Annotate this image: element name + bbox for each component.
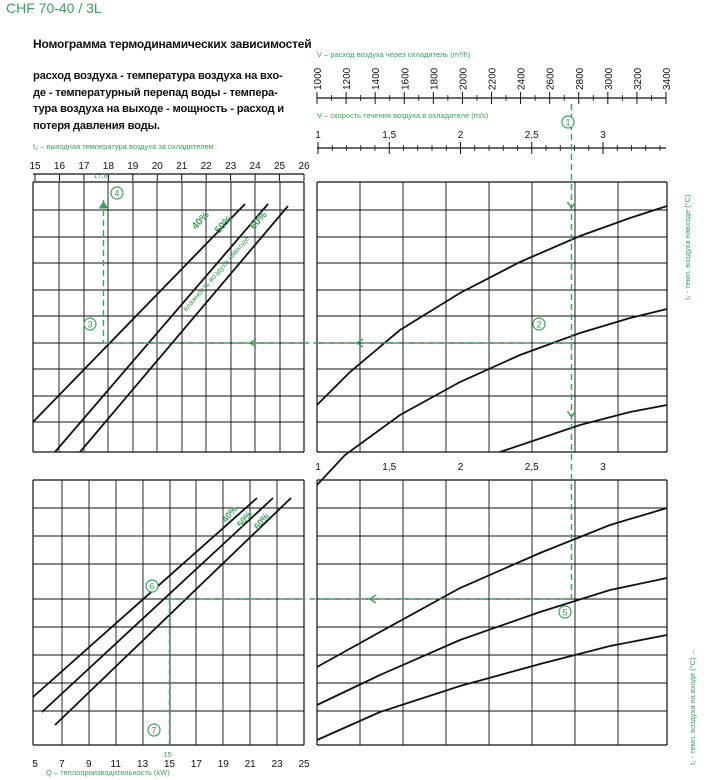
outlet-temp-tick-label: 23 [225,161,237,172]
mid-velocity-tick-label: 2 [457,462,464,473]
airflow-tick-label: 1400 [371,67,383,90]
humidity-label-top: 50% [213,213,235,237]
velocity-tick-label: 1,5 [382,130,397,141]
airflow-tick-label: 1200 [342,67,354,90]
example-outlet-temp-label: 17,8 [93,171,108,180]
outlet-temp-tick-label: 20 [151,161,163,172]
step-marker-label: 7 [151,725,157,736]
velocity-tick-label: 2 [457,130,464,141]
capacity-tick-label: 19 [217,759,229,770]
arrow-up-icon [99,202,107,208]
model-title: CHF 70-40 / 3L [6,0,102,16]
airflow-tick-label: 3000 [603,67,615,90]
capacity-tick-label: 15 [163,759,176,770]
outlet-temp-tick-label: 21 [176,161,188,172]
step-marker-label: 3 [87,319,93,330]
description-line: де - температурный перепад воды - темпера- [33,86,278,99]
outlet-temp-tick-label: 16 [53,161,66,172]
airflow-tick-label: 2600 [545,67,557,90]
velocity-axis-label: V – скорость течения воздуха в охладителе (m/s) [317,111,489,120]
inlet-temp-curve [317,309,667,485]
airflow-tick-label: 1800 [429,67,441,90]
velocity-tick-label: 1 [315,130,321,141]
capacity-tick-label: 21 [244,759,256,770]
outlet-temp-tick-label: 17 [78,161,90,172]
outlet-temp-tick-label: 24 [249,161,261,172]
outlet-temp-tick-label: 25 [273,161,286,172]
capacity-tick-label: 5 [32,759,38,770]
airflow-tick-label: 3400 [662,67,673,90]
airflow-tick-label: 1000 [313,67,324,90]
step-marker-label: 2 [536,319,542,330]
airflow-tick-label: 2000 [458,67,470,90]
inlet-temp-curve [317,206,667,405]
capacity-tick-label: 11 [110,759,121,770]
page-title: Номограмма термодинамических зависимостей [33,37,312,51]
step-marker-label: 4 [114,188,120,199]
humidity-line-60-bottom [55,498,291,725]
capacity-tick-label: 7 [59,759,65,770]
outlet-temp-axis-label: t₂ – выходная температура воздуха за охладителем [33,142,214,151]
example-capacity-label: 15 [163,750,172,759]
mid-velocity-tick-label: 2,5 [524,462,539,473]
outlet-temp-tick-label: 19 [127,161,139,172]
inlet-temp-curve [500,405,667,452]
airflow-tick-label: 1600 [400,67,412,90]
velocity-tick-label: 3 [600,130,606,141]
mid-velocity-tick-label: 3 [600,462,606,473]
mid-velocity-tick-label: 1,5 [382,462,397,473]
humidity-label-bottom: 60% [251,511,272,532]
step-marker-label: 1 [565,117,571,128]
humidity-label-bottom: 40% [219,504,240,525]
airflow-tick-label: 3200 [632,67,644,90]
airflow-tick-label: 2200 [487,67,499,90]
description-line: тура воздуха на выходе - мощность - расход и [33,103,284,115]
description-line: расход воздуха - температура воздуха на вхо- [33,70,283,82]
capacity-axis-label: Q – теплопроизводительность (kW) [46,768,170,777]
capacity-tick-label: 13 [137,759,149,770]
airflow-axis-label: V – расход воздуха через охладитель (m³/h) [317,50,471,59]
capacity-tick-label: 17 [190,759,202,770]
step-marker-label: 5 [562,607,568,618]
mid-velocity-tick-label: 1 [315,462,321,473]
humidity-label-top: 40% [190,209,212,233]
inlet-temp-curve-bottom [317,635,667,740]
step-marker-label: 6 [149,581,155,592]
capacity-tick-label: 9 [86,759,92,770]
airflow-tick-label: 2400 [516,67,528,90]
outlet-temp-tick-label: 22 [200,161,212,172]
airflow-tick-label: 2800 [574,67,586,90]
humidity-line-50-bottom [42,498,273,712]
description-line: потеря давления воды. [33,119,160,132]
humidity-line-60 [80,206,288,452]
outlet-temp-tick-label: 18 [102,161,114,172]
capacity-tick-label: 23 [271,759,283,770]
outlet-temp-tick-label: 15 [29,161,41,172]
inlet-temp-curve-bottom [317,508,667,667]
capacity-tick-label: 25 [298,759,310,770]
outlet-temp-tick-label: 26 [298,161,310,172]
humidity-label-top: 60% [248,209,270,233]
inlet-temp-label-top: t₁ - темп. воздуха навходе (°C) [683,194,692,300]
inlet-temp-curve-bottom [317,578,667,705]
inlet-temp-label-bottom: t₁ - темп. воздуха на входе (°C) ← [688,647,697,765]
humidity-label-bottom: 50% [234,509,255,530]
velocity-tick-label: 2,5 [524,130,539,141]
humidity-axis-label: влажность воздуха навходе [180,234,251,314]
